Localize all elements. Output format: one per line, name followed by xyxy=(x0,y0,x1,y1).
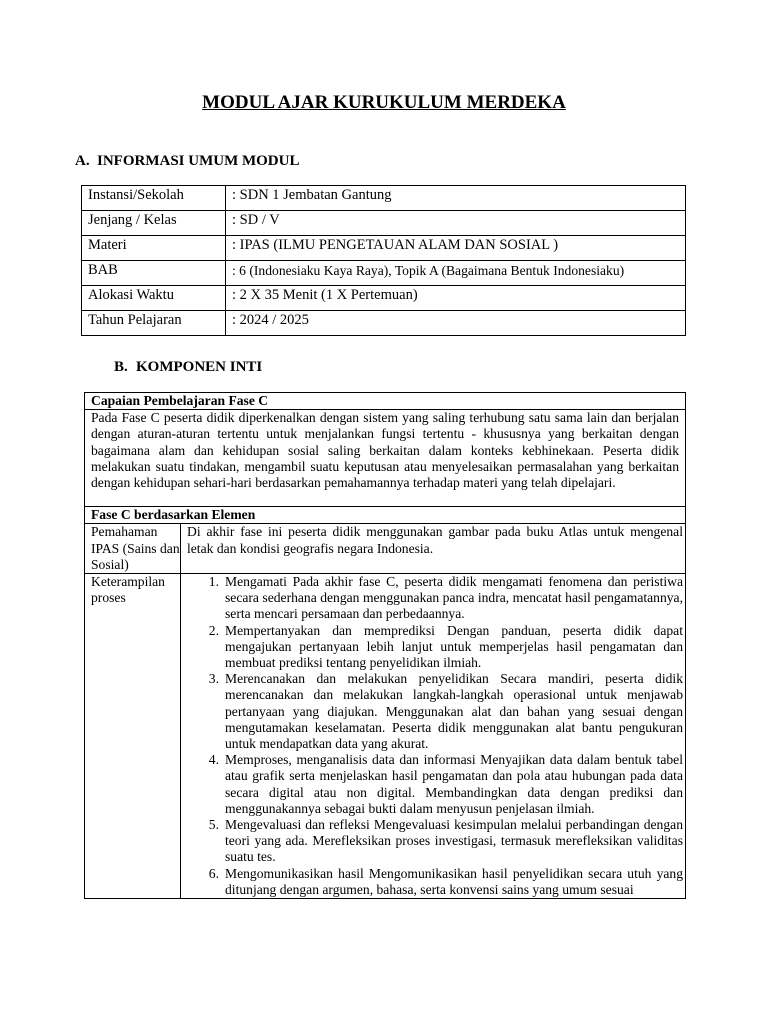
pemahaman-label: Pemahaman IPAS (Sains dan Sosial) xyxy=(85,524,181,573)
info-row xyxy=(82,211,686,236)
keterampilan-label: Keterampilan proses xyxy=(85,574,181,898)
list-item-text: Mengamati Pada akhir fase C, peserta didik mengamati fenomena dan peristiwa secara sederhana dengan menggunakan panca indra, mencatat hasil pengamatannya, serta mencari persamaan dan perbedaannya. xyxy=(225,574,683,622)
list-item-number: 3. xyxy=(208,671,219,687)
list-item-text: Merencanakan dan melakukan penyelidikan Secara mandiri, peserta didik merencanakan dan melakukan langkah-langkah operasional untuk menjawab pertanyaan yang diajukan. Menggunakan alat dan bahan yang sesuai dengan mengutamakan keselamatan. Peserta didik menggunakan alat bantu pengukuran untuk mendapatkan data yang akurat. xyxy=(225,671,683,752)
info-key: Alokasi Waktu xyxy=(82,286,226,311)
page-title: MODUL AJAR KURUKULUM MERDEKA xyxy=(202,92,566,113)
section-a-heading xyxy=(75,153,299,170)
keterampilan-content xyxy=(181,574,685,898)
list-item-number: 1. xyxy=(208,574,219,590)
list-item xyxy=(187,752,683,817)
list-item xyxy=(187,866,683,898)
section-b-letter: B. xyxy=(114,359,128,375)
info-row xyxy=(82,311,686,336)
capaian-heading: Capaian Pembelajaran Fase C xyxy=(85,393,685,410)
komponen-inti-table xyxy=(84,392,686,899)
list-item-number: 2. xyxy=(208,622,219,638)
info-value: : 2024 / 2025 xyxy=(226,311,686,336)
info-value: : SDN 1 Jembatan Gantung xyxy=(226,186,686,211)
capaian-text: Pada Fase C peserta didik diperkenalkan dengan sistem yang saling terhubung satu sama lain dan berjalan dengan aturan-aturan tertentu untuk menjalankan fungsi tertentu - khususnya yang berkaitan dengan bagaimana alam dan kehidupan sosial saling berkaitan dalam konteks kebhinekaan. Peserta didik melakukan suatu tindakan, mengambil suatu keputusan atau menyelesaikan permasalahan yang berkaitan dengan kehidupan sehari-hari berdasarkan pemahamannya terhadap materi yang telah dipelajari. xyxy=(85,410,685,507)
pemahaman-row xyxy=(85,524,685,574)
list-item xyxy=(187,574,683,623)
list-item-number: 6. xyxy=(208,865,219,881)
section-b-label: KOMPONEN INTI xyxy=(136,359,263,375)
info-row xyxy=(82,261,686,286)
list-item-number: 4. xyxy=(208,752,219,768)
info-table xyxy=(81,185,686,336)
info-row xyxy=(82,186,686,211)
keterampilan-list xyxy=(187,574,683,898)
info-value: : 2 X 35 Menit (1 X Pertemuan) xyxy=(226,286,686,311)
pemahaman-text: Di akhir fase ini peserta didik menggunakan gambar pada buku Atlas untuk mengenal letak dan kondisi geografis negara Indonesia. xyxy=(187,524,683,556)
list-item-text: Mengomunikasikan hasil Mengomunikasikan hasil penyelidikan secara utuh yang ditunjang dengan argumen, bahasa, serta konvensi sains yang umum sesuai xyxy=(225,865,683,897)
info-value: : 6 (Indonesiaku Kaya Raya), Topik A (Bagaimana Bentuk Indonesiaku) xyxy=(226,261,686,286)
list-item-text: Mempertanyakan dan memprediksi Dengan panduan, peserta didik dapat mengajukan pertanyaan lebih lanjut untuk memperjelas hasil pengamatan dan membuat prediksi tentang penyelidikan ilmiah. xyxy=(225,622,683,671)
info-value: : IPAS (ILMU PENGETAUAN ALAM DAN SOSIAL ) xyxy=(226,236,686,261)
keterampilan-row xyxy=(85,574,685,898)
list-item-text: Mengevaluasi dan refleksi Mengevaluasi kesimpulan melalui perbandingan dengan teori yang ada. Merefleksikan proses investigasi, termasuk merefleksikan validitas suatu tes. xyxy=(225,817,683,865)
section-a-letter: A. xyxy=(75,153,90,169)
info-key: Instansi/Sekolah xyxy=(82,186,226,211)
list-item-number: 5. xyxy=(208,817,219,833)
section-b-heading xyxy=(114,359,262,376)
section-a-label: INFORMASI UMUM MODUL xyxy=(97,153,300,169)
info-key: Tahun Pelajaran xyxy=(82,311,226,336)
info-key: BAB xyxy=(82,261,226,286)
info-key: Jenjang / Kelas xyxy=(82,211,226,236)
info-row xyxy=(82,236,686,261)
list-item-text: Memproses, menganalisis data dan informasi Menyajikan data dalam bentuk tabel atau grafik serta menjelaskan hasil pengamatan dan pola atau hubungan pada data secara digital atau non digital. Membandingkan data dengan prediksi dan menggunakannya sebagai bukti dalam menyusun penjelasan ilmiah. xyxy=(225,752,683,816)
list-item xyxy=(187,623,683,672)
info-key: Materi xyxy=(82,236,226,261)
info-row xyxy=(82,286,686,311)
info-value: : SD / V xyxy=(226,211,686,236)
list-item xyxy=(187,671,683,752)
list-item xyxy=(187,817,683,866)
fase-heading: Fase C berdasarkan Elemen xyxy=(85,507,685,524)
